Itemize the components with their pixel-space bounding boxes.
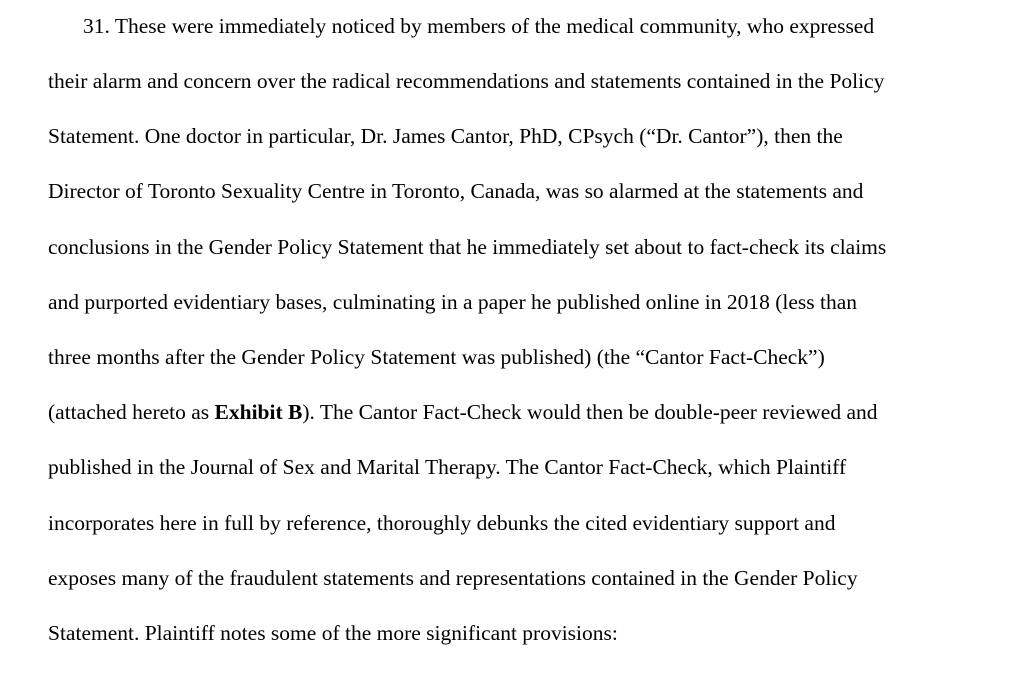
paragraph-line: incorporates here in full by reference, thoroughly debunks the cited evidentiary support and: [48, 511, 836, 535]
paragraph-line: exposes many of the fraudulent statements and representations contained in the Gender Policy: [48, 566, 858, 590]
paragraph-line: Director of Toronto Sexuality Centre in Toronto, Canada, was so alarmed at the statements and: [48, 179, 864, 203]
paragraph-line: Statement. One doctor in particular, Dr. James Cantor, PhD, CPsych (“Dr. Cantor”), then the: [48, 124, 843, 148]
paragraph-line: three months after the Gender Policy Statement was published) (the “Cantor Fact-Check”): [48, 345, 825, 369]
paragraph-number: 31.: [83, 14, 110, 38]
paragraph-line: [83, 12, 874, 40]
paragraph-line: Statement. Plaintiff notes some of the more significant provisions:: [48, 621, 618, 645]
paragraph-line: their alarm and concern over the radical recommendations and statements contained in the Policy: [48, 69, 885, 93]
paragraph-line: [48, 398, 877, 426]
paragraph-line: published in the Journal of Sex and Marital Therapy. The Cantor Fact-Check, which Plaintiff: [48, 455, 847, 479]
exhibit-b-reference: Exhibit B: [214, 400, 303, 424]
paragraph-line-text: These were immediately noticed by members of the medical community, who expressed: [114, 14, 875, 38]
paragraph-line: and purported evidentiary bases, culminating in a paper he published online in 2018 (less than: [48, 290, 858, 314]
line-text-after: ). The Cantor Fact-Check would then be double-peer reviewed and: [302, 400, 878, 424]
line-text-before: (attached hereto as: [48, 400, 215, 424]
paragraph-line: conclusions in the Gender Policy Statement that he immediately set about to fact-check its claims: [48, 235, 887, 259]
